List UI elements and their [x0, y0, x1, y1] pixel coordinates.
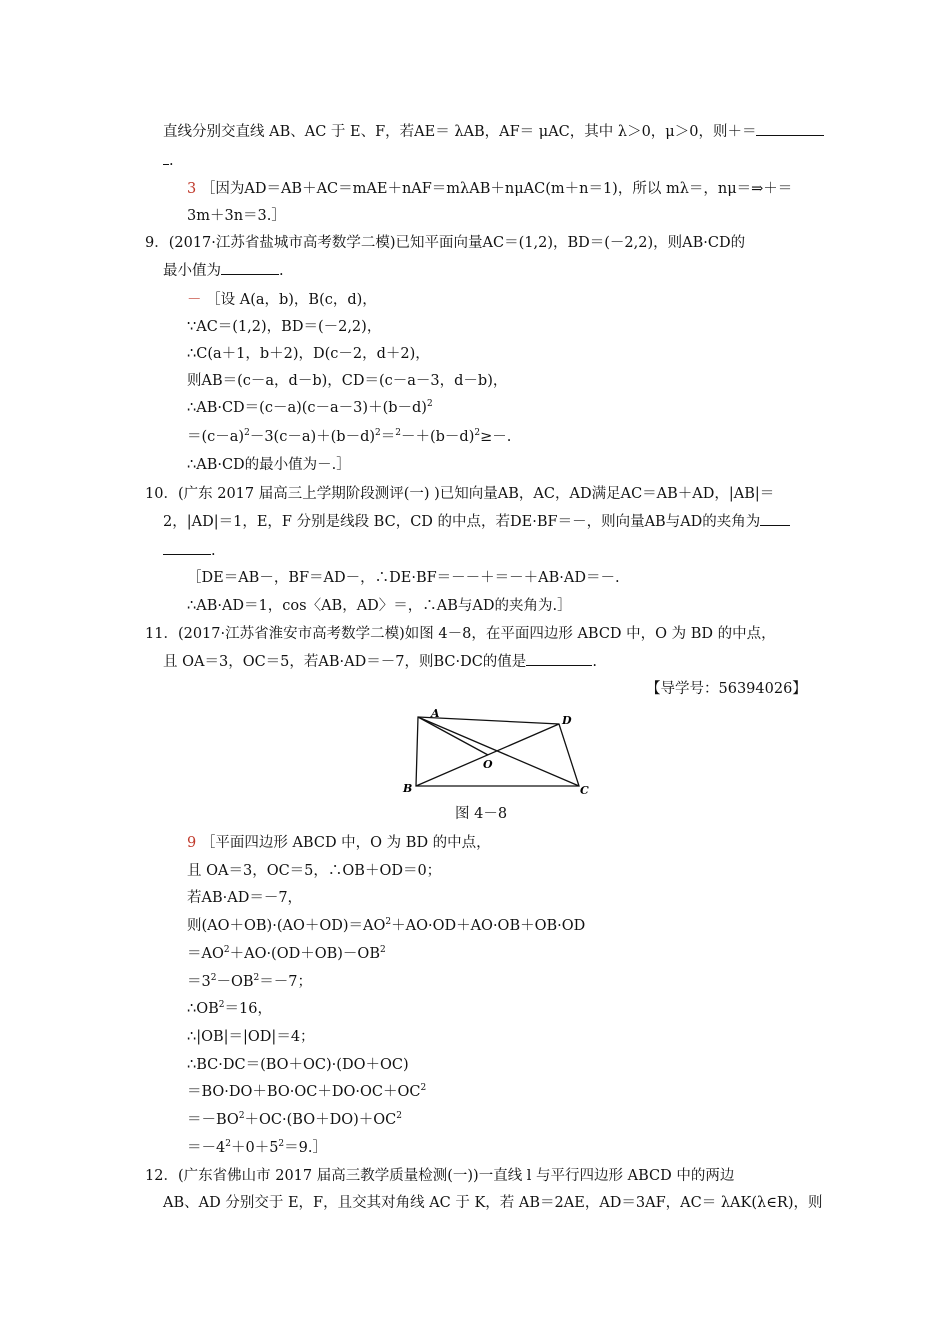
text-run: 12．(广东省佛山市 2017 届高三教学质量检测(一))一直线 l 与平行四边形 ABCD 中的两边: [145, 1168, 735, 1184]
label-c: C: [580, 784, 589, 797]
segment-ac: [418, 717, 579, 786]
text-run: 2，|AD|＝1，E，F 分别是线段 BC，CD 的中点，若DE·BF＝－，则向量AB与AD的夹角为: [163, 514, 761, 530]
label-b: B: [403, 782, 413, 795]
answer-value: －: [187, 292, 202, 308]
text-run: ≥－.: [480, 429, 512, 445]
answer-value: 9: [187, 835, 197, 851]
text-line: [187, 371, 507, 391]
text-line: [187, 944, 386, 964]
superscript: 2: [474, 428, 481, 438]
superscript: 2: [238, 1111, 245, 1121]
superscript: 2: [253, 973, 260, 983]
text-line: [187, 455, 351, 475]
label-d: D: [562, 714, 572, 727]
text-run: ［平面四边形 ABCD 中，O 为 BD 的中点，: [196, 835, 491, 851]
text-run: ＝16，: [224, 1001, 272, 1017]
text-line: [187, 916, 585, 936]
text-run: 最小值为: [163, 263, 221, 279]
text-line: [455, 804, 507, 824]
text-line: [187, 1055, 409, 1075]
text-line: [163, 1193, 823, 1213]
segment-ao: [418, 717, 488, 755]
text-line: [163, 511, 790, 532]
text-line: [163, 540, 216, 561]
text-run: ＝AO: [187, 946, 224, 962]
answer-blank: [221, 260, 279, 275]
text-run: ［DE＝AB－，BF＝AD－，∴DE·BF＝－－＋＝－＋AB·AD＝－.: [187, 570, 620, 586]
text-run: ∴AB·CD＝(c－a)(c－a－3)＋(b－d): [187, 400, 427, 416]
text-line: [145, 1166, 734, 1186]
label-o: O: [483, 758, 493, 771]
text-line: [187, 1027, 315, 1047]
answer-blank: [163, 540, 211, 555]
text-run: 【导学号：56394026】: [646, 681, 807, 697]
text-run: ［设 A(a，b)，B(c，d)，: [201, 292, 377, 308]
text-line: [187, 398, 433, 418]
superscript: 2: [396, 1111, 402, 1121]
superscript: 2: [210, 973, 217, 983]
label-a: A: [431, 707, 440, 720]
text-run: 若AB·AD＝－7，: [187, 890, 303, 906]
superscript: 2: [218, 1000, 225, 1010]
text-line: [145, 624, 776, 644]
text-run: ∴BC·DC＝(BO＋OC)·(DO＋OC): [187, 1057, 409, 1073]
text-run: ＋0＋5: [230, 1140, 279, 1156]
text-run: ＝9.］: [284, 1140, 327, 1156]
text-run: 直线分别交直线 AB、AC 于 E、F，若AE＝ λAB，AF＝ μAC，其中 λ＞0，μ＞0，则＋＝: [163, 124, 757, 140]
text-run: －3(c－a)＋(b－d): [249, 429, 376, 445]
text-run: －＋(b－d): [400, 429, 475, 445]
text-run: .: [592, 654, 597, 670]
superscript: 2: [395, 428, 401, 438]
superscript: 2: [225, 1139, 231, 1149]
text-run: ＝－4: [187, 1140, 226, 1156]
text-run: ＝3: [187, 974, 211, 990]
text-run: ∴AB·CD的最小值为－.］: [187, 457, 351, 473]
text-line: [187, 344, 430, 364]
text-run: 10．(广东 2017 届高三上学期阶段测评(一) )已知向量AB，AC，AD满足AC＝AB＋AD，|AB|＝: [145, 486, 775, 502]
superscript: 2: [278, 1139, 285, 1149]
text-line: [187, 568, 620, 588]
text-run: ＋AO·OD＋AO·OB＋OB·OD: [391, 918, 586, 934]
text-run: 则(AO＋OB)·(AO＋OD)＝AO: [187, 918, 386, 934]
text-line: [187, 179, 792, 199]
text-run: 9．(2017·江苏省盐城市高考数学二模)已知平面向量AC＝(1,2)，BD＝(－2,2)，则AB·CD的: [145, 235, 746, 251]
text-line: [187, 206, 286, 226]
text-run: ＝: [380, 429, 396, 445]
text-line: [187, 861, 441, 881]
text-run: 且 OA＝3，OC＝5，若AB·AD＝－7，则BC·DC的值是: [163, 654, 527, 670]
text-line: [187, 888, 302, 908]
superscript: 2: [375, 428, 381, 438]
text-run: ＝－BO: [187, 1112, 239, 1128]
text-line: [145, 484, 774, 504]
superscript: 2: [223, 945, 230, 955]
figure-quadrilateral-abcd: [398, 706, 598, 798]
text-run: ∵AC＝(1,2)，BD＝(－2,2)，: [187, 319, 382, 335]
text-line: [163, 260, 284, 281]
text-run: AB、AD 分别交于 E，F，且交其对角线 AC 于 K，若 AB＝2AE，AD＝3AF，AC＝ λAK(λ∈R)，则: [163, 1195, 823, 1211]
superscript: 2: [379, 945, 386, 955]
text-line: [187, 1138, 327, 1158]
text-line: [187, 833, 491, 853]
text-run: ＝BO·DO＋BO·OC＋DO·OC＋OC: [187, 1084, 421, 1100]
superscript: 2: [244, 428, 250, 438]
text-run: .: [279, 263, 284, 279]
text-run: ∴|OB|＝|OD|＝4；: [187, 1029, 315, 1045]
text-run: ［因为AD＝AB＋AC＝mAE＋nAF＝mλAB＋nμAC(m＋n＝1)，所以 mλ＝，nμ＝⇒＋＝: [196, 181, 793, 197]
text-run: .: [169, 153, 174, 169]
text-run: ＝－7；: [259, 974, 312, 990]
superscript: 2: [385, 917, 392, 927]
text-run: .: [211, 543, 216, 559]
text-run: 图 4－8: [455, 806, 508, 822]
text-run: ∴C(a＋1，b＋2)，D(c－2，d＋2)，: [187, 346, 430, 362]
text-line: [163, 121, 824, 142]
text-run: ∴OB: [187, 1001, 219, 1017]
text-run: 且 OA＝3，OC＝5，∴OB＋OD＝0；: [187, 863, 442, 879]
text-line: [187, 596, 572, 616]
text-line: [187, 290, 377, 310]
text-line: [187, 427, 511, 447]
text-run: 11．(2017·江苏省淮安市高考数学二模)如图 4－8，在平面四边形 ABCD 中，O 为 BD 的中点，: [145, 626, 776, 642]
text-run: 3m＋3n＝3.］: [187, 208, 286, 224]
text-line: [187, 972, 312, 992]
text-line: [187, 999, 272, 1019]
text-run: ＋OC·(BO＋DO)＋OC: [244, 1112, 397, 1128]
text-line: [646, 679, 807, 699]
answer-value: 3: [187, 181, 197, 197]
answer-blank: [756, 121, 824, 136]
text-line: [187, 1082, 426, 1102]
text-line: [187, 1110, 402, 1130]
answer-blank: [760, 511, 790, 526]
superscript: 2: [426, 399, 433, 409]
text-line: [145, 233, 745, 253]
text-line: [163, 651, 597, 672]
text-line: [163, 150, 174, 171]
answer-blank: [526, 651, 592, 666]
text-run: ＝(c－a): [187, 429, 245, 445]
text-run: 则AB＝(c－a，d－b)，CD＝(c－a－3，d－b)，: [187, 373, 508, 389]
text-run: ∴AB·AD＝1，cos〈AB，AD〉＝，∴AB与AD的夹角为.］: [187, 598, 572, 614]
text-run: －OB: [216, 974, 254, 990]
superscript: 2: [420, 1083, 427, 1093]
text-line: [187, 317, 381, 337]
text-run: ＋AO·(OD＋OB)－OB: [229, 946, 380, 962]
